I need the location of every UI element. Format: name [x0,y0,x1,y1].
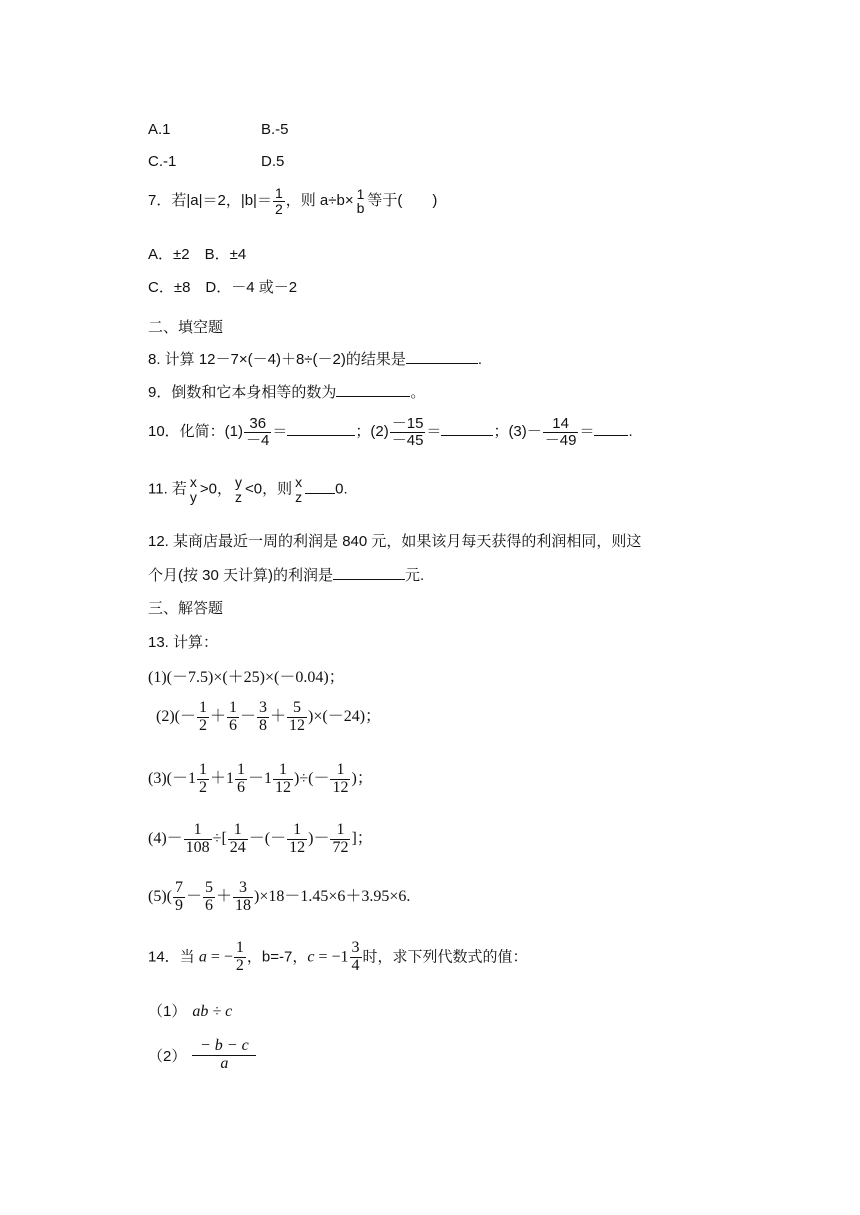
q7-fraction-half: $\frac{1}{2}$ [274,185,283,217]
q11-end: 0. [335,480,348,498]
q6-options-row2 [148,153,285,170]
q7-question [148,186,437,216]
q14-var-c: c [307,948,315,966]
q6-options-row1 [148,121,289,138]
q13-p5-frac3: $\frac{3}{18}$ [235,879,252,914]
q6-option-c: C.-1 [148,153,177,170]
q14-frac-c: $\frac{3}{4}$ [351,939,360,974]
q10-eq3: ＝ [579,423,595,441]
q13-part1: (1)(－7.5)×(＋25)×(－0.04)； [148,669,345,686]
q14-sub2-fraction: $\frac{- b - c}{a}$ [192,1038,256,1073]
section-fill-in-heading: 二、填空题 [148,319,224,336]
q13-p2-frac2: $\frac{1}{6}$ [229,699,238,734]
q10-answer-blank-1[interactable] [287,434,355,436]
q14-mid: ，b=-7， [246,948,308,966]
q9-text: 9．倒数和它本身相等的数为 [148,384,337,401]
q14-sub1 [148,1000,232,1021]
q13-part3: (3)(－1 $\frac{1}{2}$ ＋1 $\frac{1}{6}$ －1 $\frac{1}{12}$ )÷(－ $\frac{1}{12}$ )； [148,761,373,796]
q10-prefix: 10．化简：(1) [148,423,244,441]
q13-p3-frac2: $\frac{1}{6}$ [237,761,246,796]
q13-p5-frac1: $\frac{7}{9}$ [174,879,183,914]
q7-text-suffix: 等于( ) [367,192,438,210]
q13-p4-frac2: $\frac{1}{24}$ [229,821,246,856]
q7-text-mid: ，则 a÷b× [285,192,354,210]
q10-fraction-2: $\frac{-15}{-45}$ [391,415,424,449]
q10-eq1: ＝ [272,423,288,441]
q10-question [148,416,633,449]
q13-p4-frac1: $\frac{1}{108}$ [185,821,210,856]
q13-part4: (4)－ $\frac{1}{108}$ ÷[ $\frac{1}{24}$ －(－ $\frac{1}{12}$ )－ $\frac{1}{72}$ ]； [148,821,373,856]
q12-text-a: 个月(按 30 天计算)的利润是 [148,567,334,584]
q11-prefix: 11. 若 [148,480,187,498]
q13-p2-frac4: $\frac{5}{12}$ [289,699,306,734]
q8-answer-blank[interactable] [406,362,478,364]
q14-var-a: a [198,948,207,966]
q14-frac-a: $\frac{1}{2}$ [235,939,244,974]
q10-end: . [628,423,633,441]
q8-end: . [477,351,483,368]
q10-sep2: ；(3)－ [493,423,542,441]
q13-title: 13. 计算： [148,634,219,651]
q13-part5: (5)( $\frac{7}{9}$ － $\frac{5}{6}$ ＋ $\frac{3}{18}$ )×18－1.45×6＋3.95×6. [148,879,411,914]
q13-p3-frac1: $\frac{1}{2}$ [199,761,207,796]
q8-question [148,348,482,369]
q13-p5-frac2: $\frac{5}{6}$ [205,879,213,914]
q10-answer-blank-3[interactable] [594,434,628,436]
q6-option-d: D.5 [261,153,285,170]
q12-line2 [148,564,424,585]
q14-sub1-expr: ab ÷ c [192,1003,233,1020]
q13-p3-frac4: $\frac{1}{12}$ [332,761,349,796]
q14-sub1-label: （1） [148,1003,187,1020]
q9-answer-blank[interactable] [336,395,410,397]
q7-options-cd: C．±8 D．－4 或－2 [148,279,298,296]
q11-answer-blank[interactable] [305,492,335,494]
q10-sep1: ；(2) [355,423,389,441]
q11-fraction-y-z: y z [235,474,243,505]
q12-text-b: 元. [405,567,425,584]
q7-text-prefix: 7．若|a|＝2，|b|＝ [148,192,272,210]
q6-option-b: B.-5 [261,121,289,138]
q13-p2-frac3: $\frac{3}{8}$ [259,699,268,734]
q11-lt: <0，则 [245,480,293,498]
q14-sub2-label: （2） [148,1047,187,1065]
q13-p4-frac3: $\frac{1}{12}$ [289,821,306,856]
q6-option-a: A.1 [148,121,171,138]
q7-options-ab: A．±2 B．±4 [148,246,247,263]
q13-p2-frac1: $\frac{1}{2}$ [199,699,207,734]
q11-gt: >0， [199,480,233,498]
q14-sub2 [148,1038,257,1073]
q7-fraction-1-b: 1 b [356,185,365,217]
q14-pre: 14．当 [148,948,199,966]
q10-fraction-3: $\frac{14}{-49}$ [544,415,577,449]
q10-fraction-1: $\frac{36}{-4}$ [246,415,270,449]
q10-answer-blank-2[interactable] [441,434,493,436]
q11-fraction-x-z: x z [295,474,303,505]
q14-question: 14．当 a = − $\frac{1}{2}$ ，b=-7，c = −1 $\frac{3}{4}$ 时，求下列代数式的值： [148,939,528,974]
q13-part2: (2)(－ $\frac{1}{2}$ ＋ $\frac{1}{6}$ － $\frac{3}{8}$ ＋ $\frac{5}{12}$ )×(－24)； [156,699,382,734]
q12-answer-blank[interactable] [333,578,405,580]
q9-end: 。 [410,384,426,401]
q13-p4-frac4: $\frac{1}{72}$ [332,821,349,856]
q13-p3-frac3: $\frac{1}{12}$ [275,761,292,796]
q11-question [148,475,348,504]
section-solve-heading: 三、解答题 [148,600,224,617]
q8-text: 8. 计算 12－7×(－4)＋8÷(－2)的结果是 [148,351,406,368]
q11-fraction-x-y: x y [189,474,197,505]
q10-eq2: ＝ [426,423,442,441]
q12-line1: 12. 某商店最近一周的利润是 840 元，如果该月每天获得的利润相同，则这 [148,533,642,550]
q9-question [148,381,425,402]
q14-post: 时，求下列代数式的值： [362,948,528,966]
